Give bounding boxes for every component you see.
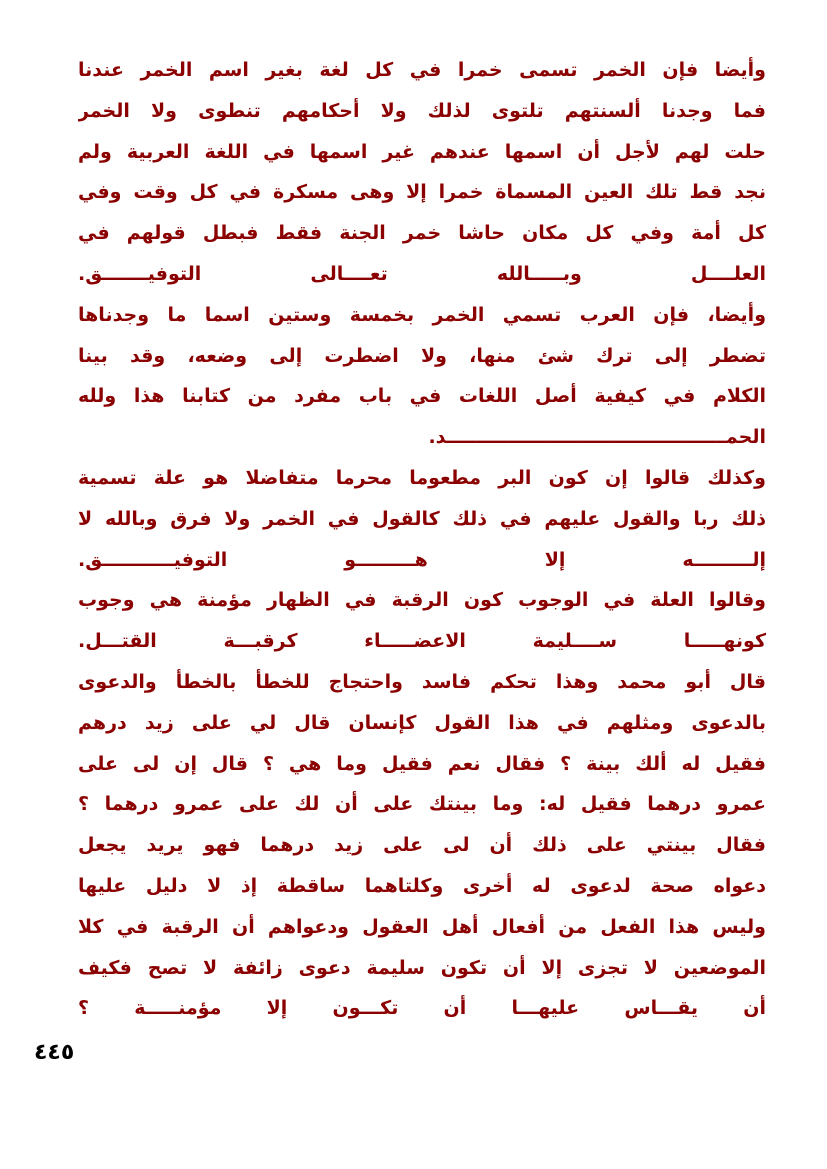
page-number: ٤٤٥: [34, 1040, 75, 1065]
text-line: كونهـــــا ســــليمة الاعضـــــاء كرقبـــة القتـــل.: [78, 630, 766, 653]
text-line: وأيضا، فإن العرب تسمي الخمر بخمسة وستين اسما ما وجدناها: [78, 303, 766, 326]
text-line: الموضعين لا تجزى إلا أن تكون سليمة دعوى زائفة لا تصح فكيف: [78, 956, 766, 979]
text-line: ذلك ربا والقول عليهم في ذلك كالقول في الخمر ولا فرق وبالله لا: [78, 507, 766, 530]
text-line: وأيضا فإن الخمر تسمى خمرا في كل لغة بغير اسم الخمر عندنا: [78, 59, 766, 81]
text-line: تضطر إلى ترك شئ منها، ولا اضطرت إلى وضعه، وقد بينا: [78, 344, 766, 367]
text-line: الحمـــــــــــــــــــــــــــــــــــــــــــد.: [428, 426, 766, 449]
text-line: كل أمة وفي كل مكان حاشا خمر الجنة فقط فبطل قولهم في: [78, 222, 766, 245]
text-line: وقالوا العلة في الوجوب كون الرقبة في الظهار مؤمنة هي وجوب: [78, 589, 766, 612]
text-line: الكلام في كيفية أصل اللغات في باب مفرد من كتابنا هذا ولله: [78, 385, 766, 408]
text-line: فقال بينتي على ذلك أن لى على زيد درهما فهو يريد يجعل: [78, 834, 766, 857]
text-line: حلت لهم لأجل أن اسمها عندهم غير اسمها في اللغة العربية ولم: [78, 140, 766, 163]
text-line: العلــــل وبـــــالله تعــــالى التوفيـــــــق.: [78, 262, 766, 285]
text-line: قال أبو محمد وهذا تحكم فاسد واحتجاج للخطأ بالخطأ والدعوى: [78, 670, 766, 693]
text-line: نجد قط تلك العين المسماة خمرا إلا وهى مسكرة في كل وقت وفي: [78, 181, 766, 204]
text-line: دعواه صحة لدعوى له أخرى وكلتاهما ساقطة إذ لا دليل عليها: [78, 874, 766, 897]
text-line: فما وجدنا ألسنتهم تلتوى لذلك ولا أحكامهم تنطوى ولا الخمر: [78, 99, 766, 122]
text-line: أن يقـــاس عليهـــا أن تكـــون إلا مؤمنـــــة ؟: [78, 997, 766, 1020]
text-line: إلـــــــــه إلا هـــــــــو التوفيـــــــــــق.: [78, 548, 766, 571]
text-line: وكذلك قالوا إن كون البر مطعوما محرما متفاضلا هو علة تسمية: [78, 466, 766, 489]
text-line: عمرو درهما فقيل له: وما بينتك على أن لك على عمرو درهما ؟: [78, 793, 766, 816]
text-line: بالدعوى ومثلهم في هذا القول كإنسان قال لي على زيد درهم: [78, 711, 766, 734]
body-text: [78, 50, 766, 1029]
text-line: فقيل له ألك بينة ؟ فقال نعم فقيل وما هي ؟ قال إن لى على: [78, 752, 766, 775]
text-line: وليس هذا الفعل من أفعال أهل العقول ودعواهم أن الرقبة في كلا: [78, 915, 766, 938]
